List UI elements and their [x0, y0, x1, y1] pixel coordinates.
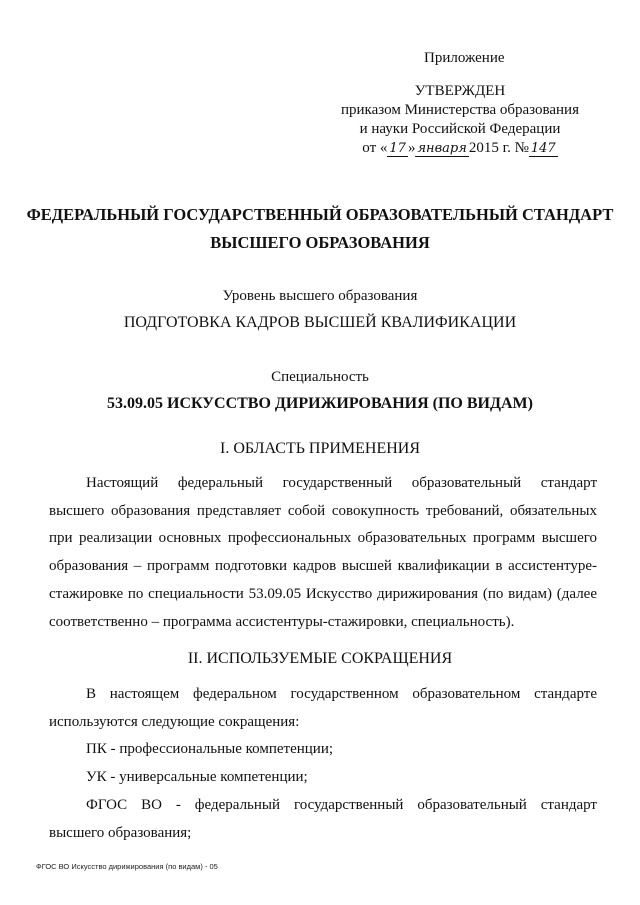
approved-label: УТВЕРЖДЕН — [414, 83, 506, 99]
paragraph-line: высшего образования представляет собой совокупность требований, обязательных — [49, 502, 597, 519]
appendix-label: Приложение — [424, 50, 505, 66]
specialty-value: 53.09.05 ИСКУССТВО ДИРИЖИРОВАНИЯ (ПО ВИДАМ) — [107, 395, 533, 412]
order-date-line — [330, 139, 590, 158]
paragraph-line: стажировке по специальности 53.09.05 Искусство дирижирования (по видам) (далее — [49, 585, 597, 602]
paragraph-line: Настоящий федеральный государственный образовательный стандарт — [86, 475, 597, 491]
abbreviation-fgos-continuation: высшего образования; — [49, 824, 192, 841]
date-prefix: от « — [362, 140, 388, 156]
handwritten-month: января — [417, 141, 467, 156]
date-separator: » — [407, 140, 416, 156]
section-1-paragraph — [49, 470, 597, 636]
specialty-label: Специальность — [271, 369, 369, 385]
paragraph-line: соответственно – программа ассистентуры-стажировки, специальность). — [49, 613, 515, 630]
paragraph-line: при реализации основных профессиональных образовательных программ высшего — [49, 530, 597, 547]
paragraph-line: В настоящем федеральном государственном образовательном стандарте — [86, 686, 597, 702]
document-title-line-1: ФЕДЕРАЛЬНЫЙ ГОСУДАРСТВЕННЫЙ ОБРАЗОВАТЕЛЬНЫЙ СТАНДАРТ — [26, 205, 614, 224]
order-line-1: приказом Министерства образования — [341, 102, 579, 118]
section-2-heading: II. ИСПОЛЬЗУЕМЫЕ СОКРАЩЕНИЯ — [187, 650, 453, 667]
document-title-line-2: ВЫСШЕГО ОБРАЗОВАНИЯ — [210, 233, 430, 252]
abbreviation-pk: ПК - профессиональные компетенции; — [86, 741, 334, 758]
education-level-label: Уровень высшего образования — [222, 288, 418, 304]
abbreviation-uk: УК - универсальные компетенции; — [86, 769, 308, 786]
section-1-heading: I. ОБЛАСТЬ ПРИМЕНЕНИЯ — [219, 440, 421, 457]
handwritten-order-number: 147 — [530, 141, 556, 156]
abbreviation-fgos: ФГОС ВО - федеральный государственный образовательный стандарт — [86, 796, 597, 813]
section-2-paragraph — [49, 681, 597, 847]
page-footer: ФГОС ВО Искусство дирижирования (по видам) - 05 — [36, 862, 218, 871]
paragraph-line: используются следующие сокращения: — [49, 713, 300, 730]
order-line-2: и науки Российской Федерации — [359, 121, 561, 137]
date-year: 2015 г. № — [468, 140, 529, 156]
approval-block — [330, 82, 590, 158]
education-level-value: ПОДГОТОВКА КАДРОВ ВЫСШЕЙ КВАЛИФИКАЦИИ — [123, 314, 517, 331]
paragraph-line: образования – программ подготовки кадров высшей квалификации в ассистентуре- — [49, 558, 597, 575]
handwritten-day: 17 — [389, 141, 406, 156]
